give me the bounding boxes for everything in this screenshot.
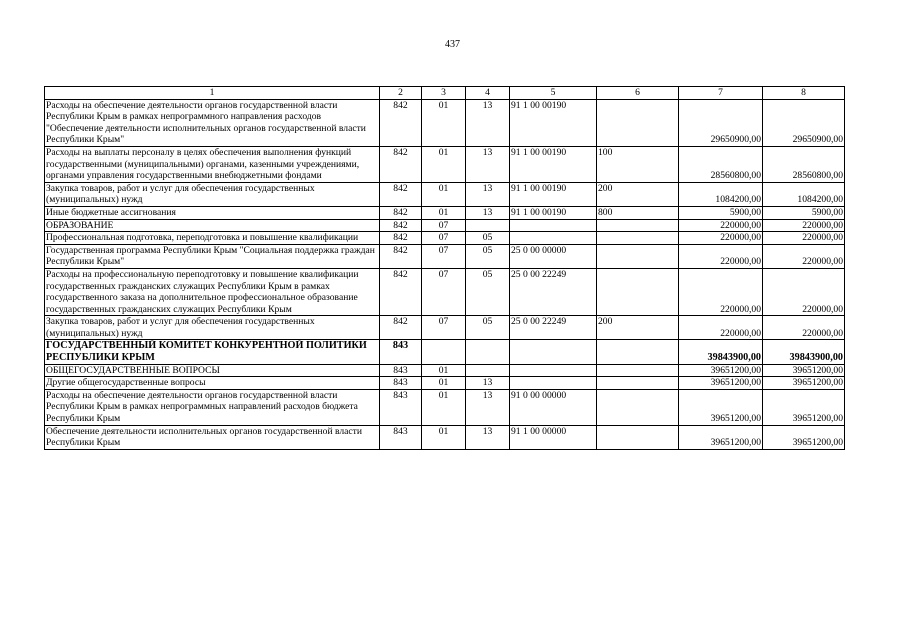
- cell-name: Закупка товаров, работ и услуг для обеспечения государственных (муниципальных) нужд: [45, 182, 380, 206]
- cell-section: [422, 340, 466, 364]
- cell-sum-col8: 220000,00: [763, 244, 845, 268]
- cell-grbs: 842: [380, 268, 422, 315]
- col-header-7: 7: [679, 87, 763, 100]
- cell-sum-col8: 1084200,00: [763, 182, 845, 206]
- cell-subsection: 13: [466, 182, 510, 206]
- cell-grbs: 842: [380, 244, 422, 268]
- cell-section: 01: [422, 425, 466, 449]
- cell-section: 07: [422, 232, 466, 245]
- cell-subsection: 13: [466, 377, 510, 390]
- table-row: [45, 316, 845, 340]
- cell-subsection: [466, 364, 510, 377]
- cell-expense-type: [597, 232, 679, 245]
- cell-name: ГОСУДАРСТВЕННЫЙ КОМИТЕТ КОНКУРЕНТНОЙ ПОЛИТИКИ РЕСПУБЛИКИ КРЫМ: [45, 340, 380, 364]
- cell-expense-type: 800: [597, 206, 679, 219]
- table-row: [45, 340, 845, 364]
- cell-grbs: 843: [380, 377, 422, 390]
- cell-target-article: [510, 219, 597, 232]
- cell-expense-type: 200: [597, 316, 679, 340]
- cell-sum-col7: 220000,00: [679, 219, 763, 232]
- cell-sum-col7: 220000,00: [679, 244, 763, 268]
- cell-grbs: 843: [380, 364, 422, 377]
- cell-sum-col8: 28560800,00: [763, 146, 845, 182]
- cell-target-article: 25 0 00 22249: [510, 268, 597, 315]
- cell-target-article: 91 1 00 00190: [510, 182, 597, 206]
- table-row: [45, 268, 845, 315]
- cell-subsection: 13: [466, 389, 510, 425]
- col-header-3: 3: [422, 87, 466, 100]
- cell-subsection: 05: [466, 268, 510, 315]
- cell-section: 01: [422, 206, 466, 219]
- cell-sum-col8: 29650900,00: [763, 99, 845, 146]
- cell-sum-col8: 5900,00: [763, 206, 845, 219]
- cell-section: 01: [422, 99, 466, 146]
- cell-grbs: 842: [380, 316, 422, 340]
- cell-sum-col8: 39651200,00: [763, 389, 845, 425]
- cell-sum-col8: 220000,00: [763, 232, 845, 245]
- cell-sum-col8: 220000,00: [763, 268, 845, 315]
- cell-subsection: 05: [466, 244, 510, 268]
- cell-section: 01: [422, 377, 466, 390]
- table-row: [45, 99, 845, 146]
- col-header-2: 2: [380, 87, 422, 100]
- cell-subsection: [466, 340, 510, 364]
- table-row: [45, 146, 845, 182]
- table-row: [45, 232, 845, 245]
- cell-sum-col7: 220000,00: [679, 316, 763, 340]
- cell-subsection: 13: [466, 99, 510, 146]
- cell-name: Другие общегосударственные вопросы: [45, 377, 380, 390]
- cell-name: Иные бюджетные ассигнования: [45, 206, 380, 219]
- cell-grbs: 842: [380, 146, 422, 182]
- cell-sum-col8: 220000,00: [763, 316, 845, 340]
- cell-target-article: [510, 340, 597, 364]
- cell-sum-col7: 39651200,00: [679, 425, 763, 449]
- cell-expense-type: [597, 99, 679, 146]
- table-row: [45, 244, 845, 268]
- cell-sum-col8: 39651200,00: [763, 364, 845, 377]
- cell-sum-col7: 220000,00: [679, 268, 763, 315]
- cell-target-article: [510, 377, 597, 390]
- cell-expense-type: [597, 425, 679, 449]
- cell-name: Расходы на профессиональную переподготовку и повышение квалификации государственных гражданских служащих Республики Крым в рамках государственного заказа на дополнительное профессиональное образование государственных гражданских служащих Республики Крым: [45, 268, 380, 315]
- cell-name: Расходы на обеспечение деятельности органов государственной власти Республики Крым в рамках непрограммного направления расходов "Обеспечение деятельности исполнительных органов государственной власти Республики Крым": [45, 99, 380, 146]
- cell-section: 01: [422, 182, 466, 206]
- cell-target-article: 91 1 00 00190: [510, 146, 597, 182]
- table-row: [45, 389, 845, 425]
- cell-sum-col8: 39651200,00: [763, 377, 845, 390]
- cell-section: 07: [422, 316, 466, 340]
- cell-sum-col7: 220000,00: [679, 232, 763, 245]
- budget-table: [44, 86, 845, 450]
- table-row: [45, 182, 845, 206]
- cell-name: Расходы на обеспечение деятельности органов государственной власти Республики Крым в рамках непрограммных направлений расходов бюджета Республики Крым: [45, 389, 380, 425]
- col-header-6: 6: [597, 87, 679, 100]
- table-row: [45, 206, 845, 219]
- cell-sum-col7: 39651200,00: [679, 364, 763, 377]
- cell-sum-col7: 39843900,00: [679, 340, 763, 364]
- cell-expense-type: [597, 340, 679, 364]
- col-header-4: 4: [466, 87, 510, 100]
- cell-grbs: 843: [380, 340, 422, 364]
- cell-expense-type: 100: [597, 146, 679, 182]
- cell-sum-col8: 39843900,00: [763, 340, 845, 364]
- cell-target-article: 91 1 00 00000: [510, 425, 597, 449]
- cell-target-article: [510, 232, 597, 245]
- cell-grbs: 843: [380, 425, 422, 449]
- col-header-5: 5: [510, 87, 597, 100]
- cell-subsection: 05: [466, 232, 510, 245]
- cell-section: 07: [422, 268, 466, 315]
- cell-target-article: 25 0 00 22249: [510, 316, 597, 340]
- cell-sum-col7: 29650900,00: [679, 99, 763, 146]
- cell-grbs: 842: [380, 99, 422, 146]
- cell-sum-col7: 39651200,00: [679, 389, 763, 425]
- cell-expense-type: [597, 389, 679, 425]
- cell-section: 01: [422, 364, 466, 377]
- cell-subsection: 05: [466, 316, 510, 340]
- cell-name: Расходы на выплаты персоналу в целях обеспечения выполнения функций государственными (муниципальными) органами, казенными учреждениями, органами управления государственными внебюджетными фондами: [45, 146, 380, 182]
- cell-name: Обеспечение деятельности исполнительных органов государственной власти Республики Крым: [45, 425, 380, 449]
- cell-target-article: 91 0 00 00000: [510, 389, 597, 425]
- cell-sum-col7: 1084200,00: [679, 182, 763, 206]
- cell-section: 07: [422, 219, 466, 232]
- cell-grbs: 843: [380, 389, 422, 425]
- cell-expense-type: [597, 364, 679, 377]
- cell-expense-type: [597, 377, 679, 390]
- col-header-1: 1: [45, 87, 380, 100]
- cell-target-article: 91 1 00 00190: [510, 206, 597, 219]
- cell-grbs: 842: [380, 232, 422, 245]
- cell-subsection: [466, 219, 510, 232]
- cell-grbs: 842: [380, 182, 422, 206]
- cell-target-article: 91 1 00 00190: [510, 99, 597, 146]
- cell-subsection: 13: [466, 425, 510, 449]
- cell-name: ОБЩЕГОСУДАРСТВЕННЫЕ ВОПРОСЫ: [45, 364, 380, 377]
- cell-expense-type: [597, 268, 679, 315]
- cell-name: Государственная программа Республики Крым "Социальная поддержка граждан Республики Крым": [45, 244, 380, 268]
- header-row: [45, 87, 845, 100]
- table-row: [45, 364, 845, 377]
- cell-expense-type: [597, 244, 679, 268]
- cell-section: 01: [422, 389, 466, 425]
- cell-grbs: 842: [380, 206, 422, 219]
- cell-expense-type: 200: [597, 182, 679, 206]
- cell-grbs: 842: [380, 219, 422, 232]
- cell-name: Закупка товаров, работ и услуг для обеспечения государственных (муниципальных) нужд: [45, 316, 380, 340]
- cell-subsection: 13: [466, 146, 510, 182]
- table-row: [45, 219, 845, 232]
- page-number: 437: [445, 39, 460, 50]
- cell-expense-type: [597, 219, 679, 232]
- cell-name: Профессиональная подготовка, переподготовка и повышение квалификации: [45, 232, 380, 245]
- cell-section: 07: [422, 244, 466, 268]
- cell-sum-col8: 220000,00: [763, 219, 845, 232]
- cell-subsection: 13: [466, 206, 510, 219]
- table-row: [45, 425, 845, 449]
- cell-sum-col7: 28560800,00: [679, 146, 763, 182]
- cell-sum-col7: 5900,00: [679, 206, 763, 219]
- cell-sum-col8: 39651200,00: [763, 425, 845, 449]
- table-row: [45, 377, 845, 390]
- cell-section: 01: [422, 146, 466, 182]
- cell-name: ОБРАЗОВАНИЕ: [45, 219, 380, 232]
- col-header-8: 8: [763, 87, 845, 100]
- cell-target-article: [510, 364, 597, 377]
- cell-sum-col7: 39651200,00: [679, 377, 763, 390]
- cell-target-article: 25 0 00 00000: [510, 244, 597, 268]
